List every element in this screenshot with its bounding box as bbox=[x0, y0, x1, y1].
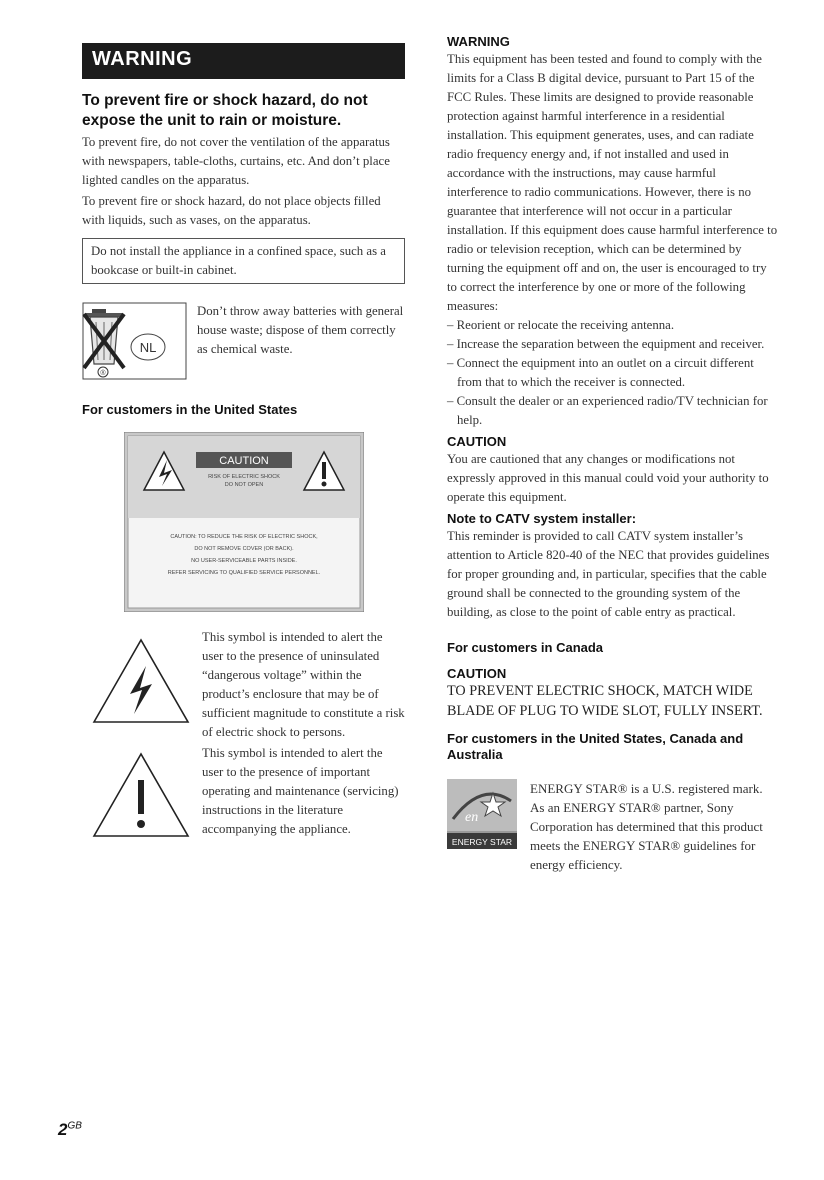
fcc-paragraph: This equipment has been tested and found to comply with the limits for a Class B digital device, pursuant to Part 15 of the FCC Rules. These limits are designed to provide reasonable protection against harmful interference in a residential installation. This equipment generates, uses, and can radiate radio frequency energy and, if not installed and used in accordance with the instructions, may cause harmful interference to radio communications. However, there is no guarantee that interference will not occur in a particular installation. If this equipment does cause harmful interference to radio or television reception, which can be determined by turning the equipment off and on, the user is encouraged to try to correct the interference by one or more of the following measures: bbox=[447, 52, 778, 313]
caution-paragraph: You are cautioned that any changes or modifications not expressly approved in this manual could void your authority to operate this equipment. bbox=[447, 452, 769, 504]
us-customers-heading: For customers in the United States bbox=[82, 402, 298, 417]
caution-label-title: CAUTION bbox=[218, 455, 269, 467]
caution-label-line-1: CAUTION: TO REDUCE THE RISK OF ELECTRIC SHOCK, bbox=[169, 534, 318, 540]
warning-banner bbox=[82, 43, 405, 79]
page-number bbox=[58, 1120, 82, 1140]
fcc-measure-4: – Consult the dealer or an experienced radio/TV technician for help. bbox=[447, 394, 768, 427]
exclamation-symbol-text: This symbol is intended to alert the user to the presence of important operating and maintenance (servicing) instructions in the literature accompanying the appliance. bbox=[202, 746, 399, 836]
fcc-measure-1: – Reorient or relocate the receiving antenna. bbox=[447, 318, 675, 332]
energy-star-section bbox=[447, 779, 779, 874]
caution-label-line-4: REFER SERVICING TO QUALIFIED SERVICE PERSONNEL. bbox=[167, 570, 320, 576]
energy-star-text: ENERGY STAR® is a U.S. registered mark. As an ENERGY STAR® partner, Sony Corporation has determined that this product meets the ENERGY STAR® guidelines for energy efficiency. bbox=[530, 781, 763, 872]
fire-hazard-heading: To prevent fire or shock hazard, do not expose the unit to rain or moisture. bbox=[82, 92, 368, 129]
caution-label-line-3: NO USER-SERVICEABLE PARTS INSIDE. bbox=[190, 558, 297, 564]
lightning-warning-icon bbox=[90, 636, 192, 726]
left-column bbox=[82, 43, 405, 840]
energy-star-logo-text: ENERGY STAR bbox=[451, 837, 513, 847]
caution-heading: CAUTION bbox=[447, 434, 507, 449]
crossed-bin-nl-icon bbox=[82, 302, 187, 380]
energy-star-heading: For customers in the United States, Canada and Australia bbox=[447, 731, 744, 762]
caution-label-sub1: RISK OF ELECTRIC SHOCK bbox=[207, 474, 280, 480]
fcc-warning-heading: WARNING bbox=[447, 34, 510, 49]
confined-space-box bbox=[82, 238, 405, 284]
svg-text:®: ® bbox=[100, 370, 106, 377]
confined-space-text: Do not install the appliance in a confined space, such as a bookcase or built-in cabinet. bbox=[91, 244, 386, 277]
voltage-symbol-text: This symbol is intended to alert the user to the presence of uninsulated “dangerous voltage” within the product’s enclosure that may be of sufficient magnitude to constitute a risk of electric shock to persons. bbox=[202, 630, 405, 739]
page-number-suffix: GB bbox=[67, 1120, 82, 1132]
fire-paragraph-2: To prevent fire or shock hazard, do not place objects filled with liquids, such as vases, on the apparatus. bbox=[82, 194, 381, 227]
page-number-value: 2 bbox=[58, 1120, 68, 1139]
fcc-measure-3: – Connect the equipment into an outlet on a circuit different from that to which the receiver is connected. bbox=[447, 356, 754, 389]
right-column bbox=[447, 34, 779, 874]
battery-disposal-section bbox=[82, 302, 405, 380]
exclamation-symbol-section bbox=[82, 744, 405, 840]
fcc-measure-2: – Increase the separation between the equipment and receiver. bbox=[447, 337, 765, 351]
nl-label: NL bbox=[139, 340, 157, 355]
battery-disposal-text: Don’t throw away batteries with general house waste; dispose of them correctly as chemical waste. bbox=[197, 304, 404, 356]
caution-label-graphic bbox=[124, 432, 364, 612]
canada-caution-heading: CAUTION bbox=[447, 666, 507, 681]
canada-heading: For customers in Canada bbox=[447, 640, 604, 655]
caution-label-line-2: DO NOT REMOVE COVER (OR BACK). bbox=[193, 546, 294, 552]
svg-text:en: en bbox=[465, 810, 479, 825]
voltage-symbol-section bbox=[82, 628, 405, 742]
caution-label-sub2: DO NOT OPEN bbox=[224, 482, 263, 488]
warning-banner-title: WARNING bbox=[92, 48, 193, 70]
catv-paragraph: This reminder is provided to call CATV system installer’s attention to Article 820-40 of the NEC that provides guidelines for proper grounding and, in particular, specifies that the cable ground shall be connected to the grounding system of the building, as close to the point of cable entry as practical. bbox=[447, 529, 770, 619]
canada-caution-text: TO PREVENT ELECTRIC SHOCK, MATCH WIDE BLADE OF PLUG TO WIDE SLOT, FULLY INSERT. bbox=[447, 683, 763, 719]
exclamation-warning-icon bbox=[90, 750, 192, 840]
energy-star-logo-icon bbox=[447, 779, 517, 849]
fire-paragraph-1: To prevent fire, do not cover the ventilation of the apparatus with newspapers, table-cloths, curtains, etc. And don’t place lighted candles on the apparatus. bbox=[82, 135, 390, 187]
catv-heading: Note to CATV system installer: bbox=[447, 511, 637, 526]
